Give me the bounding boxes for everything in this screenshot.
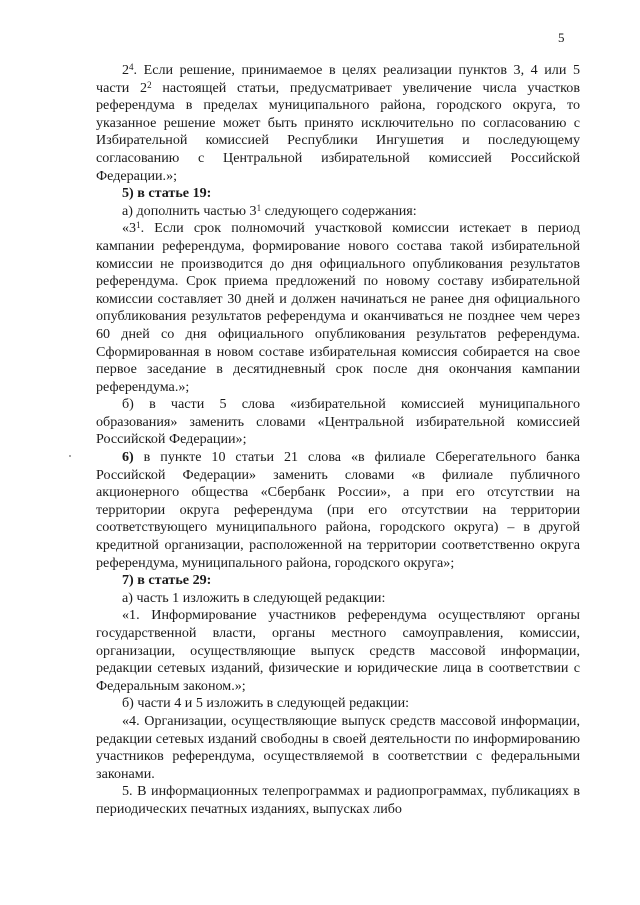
page-number: 5 <box>558 30 565 45</box>
margin-mark <box>69 455 71 457</box>
paragraph-2-4 <box>96 62 580 185</box>
superscript: 1 <box>136 220 141 231</box>
paragraph-part-1: а) часть 1 изложить в следующей редакции: <box>122 589 386 606</box>
paragraph-part-5: б) в части 5 слова «избирательной комиссией муниципального образования» заменить словами «Центральной избирательной комиссией Российской Федерации»; <box>96 396 580 448</box>
text: следующего содержания: <box>261 202 417 219</box>
superscript: 2 <box>147 79 152 90</box>
text: а) дополнить частью 3 <box>122 202 257 219</box>
superscript: 4 <box>129 62 134 72</box>
paragraph-organizations: «4. Организации, осуществляющие выпуск средств массовой информации, редакции сетевых изданий свободны в своей деятельности по информированию участников референдума, осуществляемой в соответствии с федеральными законами. <box>96 712 580 782</box>
text: . Если решение, принимаемое в целях реализации пунктов 3, 4 или 5 части 2 <box>96 62 580 96</box>
superscript: 1 <box>256 202 262 213</box>
paragraph-telecasts: 5. В информационных телепрограммах и радиопрограммах, публикациях в периодических печатных изданиях, выпусках либо <box>96 783 580 817</box>
text: «3 <box>122 220 137 237</box>
paragraph-item-6 <box>96 449 580 572</box>
text: . Если срок полномочий участковой комиссии истекает в период кампании референдума, формирование нового состава такой избирательной комиссии не производится до дня официального опубликования результатов референдума. Срок приема предложений по новому составу избирательной комиссии составляет 30 дней и должен начинаться не ранее дня официального опубликования результатов референдума и оканчиваться не позднее чем через 60 дней со дня официального опубликования результатов референдума. Сформированная в новом составе избирательная комиссия собирается на свое первое заседание в десятидневный срок после дня окончания кампании референдума.»; <box>96 220 580 395</box>
paragraph-informing: «1. Информирование участников референдума осуществляют органы государственной власти, органы местного самоуправления, комиссии, организации, осуществляющие выпуск средств массовой информации, редакции сетевых изданий, физические и юридические лица в соответствии с Федеральным законом.»; <box>96 607 580 694</box>
text: настоящей статьи, предусматривает увеличение числа участков референдума в пределах муниципального района, городского округа, то указанное решение может быть принято исключительно по согласованию с Избирательной комиссией Республики Ингушетия и последующему согласованию с Центральной избирательной комиссией Российской Федерации.»; <box>96 79 581 184</box>
paragraph-parts-4-5: б) части 4 и 5 изложить в следующей редакции: <box>122 695 410 712</box>
paragraph-3-1 <box>96 220 580 396</box>
text: 2 <box>122 62 130 78</box>
heading-article-19: 5) в статье 19: <box>122 185 212 202</box>
document-body <box>96 62 580 819</box>
paragraph-add-part <box>96 203 580 221</box>
heading-article-29: 7) в статье 29: <box>122 572 212 589</box>
text: в пункте 10 статьи 21 слова «в филиале Сберегательного банка Российской Федерации» заменить словами «в филиале публичного акционерного общества «Сбербанк России», а при его отсутствии на территории округа референдума (при его отсутствии на территории соответствующего муниципального района, городского округа) – в другой кредитной организации, расположенной на территории соответственно округа референдума, муниципального района, городского округа»; <box>96 449 580 571</box>
item-number: 6) <box>122 449 134 466</box>
